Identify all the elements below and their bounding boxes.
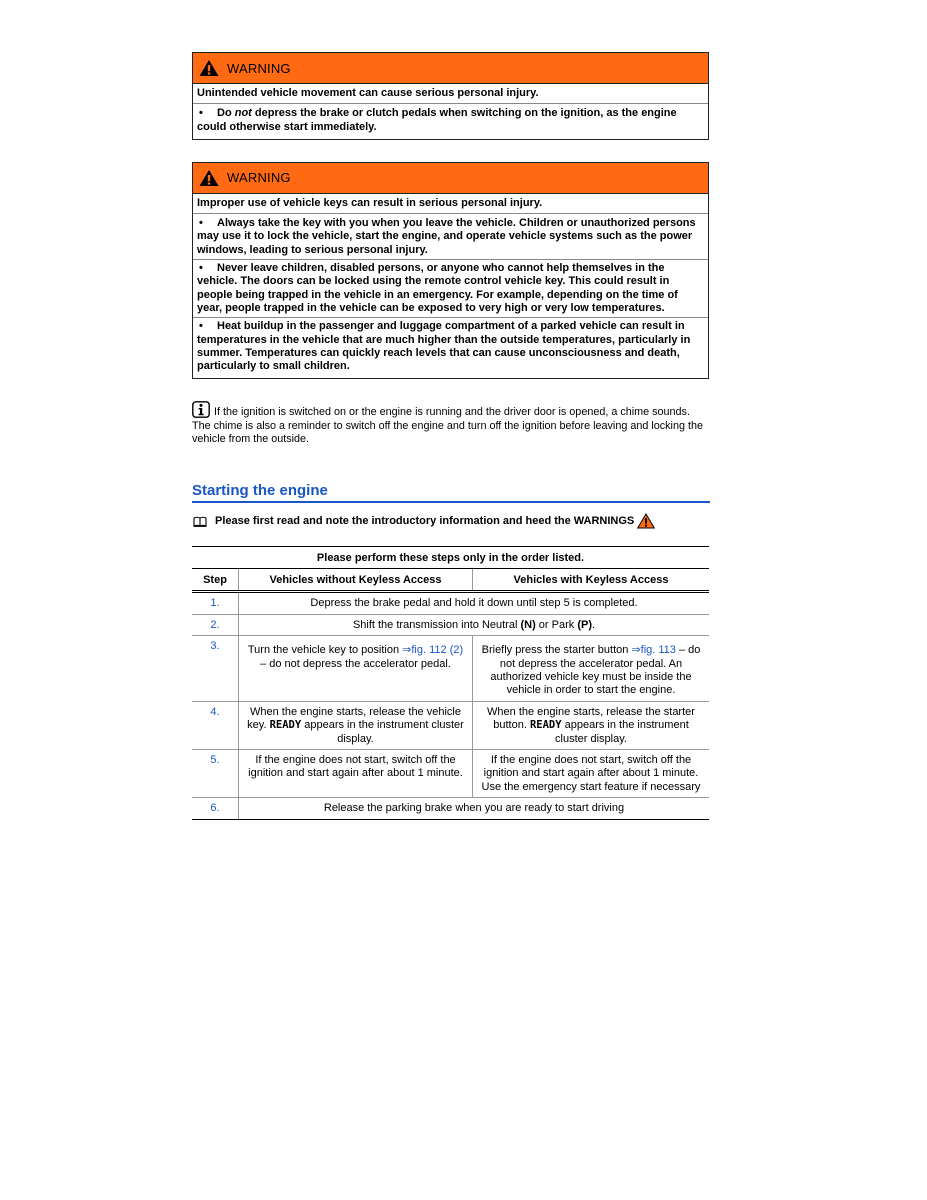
bullet-icon: •: [199, 320, 203, 333]
step-text-with-keyless: If the engine does not start, switch off the ignition and start again after about 1 minute. Use the emergency start feature if necessary: [473, 750, 710, 798]
warning-box-vehicle-movement: [192, 52, 709, 140]
table-row: [192, 750, 709, 798]
step-text-without-keyless: If the engine does not start, switch off the ignition and start again after about 1 minute.: [239, 750, 473, 798]
bullet-icon: •: [199, 262, 203, 275]
table-row: [192, 592, 709, 614]
warning-box-vehicle-keys: [192, 162, 709, 380]
step-text: Shift the transmission into Neutral (N) or Park (P).: [239, 614, 710, 635]
warning-triangle-icon: [199, 59, 219, 77]
bullet-icon: •: [199, 107, 203, 120]
warning-triangle-icon[interactable]: [637, 513, 655, 529]
step-number[interactable]: 5.: [192, 750, 239, 798]
warning-bullet: • Heat buildup in the passenger and luggage compartment of a parked vehicle can result in temperatures in the vehicle that are much higher than the outside temperatures, particularly in summer. Temperatures can quickly reach levels that can cause unconsciousness and death, particularly to small children.: [197, 320, 691, 373]
warning-body: [193, 84, 708, 139]
warning-header: [193, 163, 708, 194]
warning-title: WARNING: [227, 60, 291, 76]
warning-bullet: • Do not depress the brake or clutch pedals when switching on the ignition, as the engine could otherwise start immediately.: [197, 107, 677, 133]
header-step: Step: [192, 569, 239, 592]
warning-header: [193, 53, 708, 84]
step-number[interactable]: 1.: [192, 592, 239, 614]
display-ready-text: READY: [529, 719, 562, 732]
table-caption: Please perform these steps only in the order listed.: [192, 547, 709, 569]
warning-lead: Unintended vehicle movement can cause serious personal injury.: [193, 87, 708, 104]
intro-line: [192, 513, 710, 529]
info-icon: [192, 401, 210, 418]
step-text-with-keyless: Briefly press the starter button ⇒fig. 113 – do not depress the accelerator pedal. An authorized vehicle key must be inside the vehicle in order to start the engine.: [473, 636, 710, 702]
step-text: Depress the brake pedal and hold it down until step 5 is completed.: [239, 592, 710, 614]
manual-page: [192, 52, 710, 820]
intro-text: Please first read and note the introductory information and heed the WARNINGS: [215, 515, 635, 528]
warning-bullet: • Always take the key with you when you leave the vehicle. Children or unauthorized persons may use it to lock the vehicle, start the engine, and operate vehicle systems such as the power windows, leading to serious personal injury.: [193, 217, 708, 260]
info-note: [192, 401, 707, 446]
warning-body: [193, 194, 708, 379]
step-text-with-keyless: When the engine starts, release the starter button. READY appears in the instrument cluster display.: [473, 701, 710, 749]
table-row: [192, 614, 709, 635]
warning-lead: Improper use of vehicle keys can result in serious personal injury.: [193, 197, 708, 214]
step-number[interactable]: 4.: [192, 701, 239, 749]
step-text-without-keyless: Turn the vehicle key to position ⇒fig. 112 (2) – do not depress the accelerator pedal.: [239, 636, 473, 702]
step-number[interactable]: 2.: [192, 614, 239, 635]
display-ready-text: READY: [269, 719, 302, 732]
table-header-row: [192, 569, 709, 592]
warning-triangle-icon: [199, 169, 219, 187]
header-without-keyless: Vehicles without Keyless Access: [239, 569, 473, 592]
warning-bullet: • Never leave children, disabled persons, or anyone who cannot help themselves in the vehicle. The doors can be locked using the remote control vehicle key. This could result in people being trapped in the vehicle in an emergency. For example, depending on the time of year, people trapped in the vehicle can be exposed to very high or very low temperatures.: [193, 262, 708, 318]
bullet-icon: •: [199, 217, 203, 230]
warning-title: WARNING: [227, 170, 291, 186]
steps-table: [192, 546, 709, 819]
book-icon: [193, 516, 207, 527]
step-number[interactable]: 6.: [192, 798, 239, 819]
header-with-keyless: Vehicles with Keyless Access: [473, 569, 710, 592]
note-text: If the ignition is switched on or the engine is running and the driver door is opened, a chime sounds. The chime is also a reminder to switch off the engine and turn off the ignition before leaving and locking the vehicle from the outside.: [192, 406, 703, 446]
figure-link[interactable]: ⇒fig. 113: [631, 644, 676, 657]
table-row: [192, 636, 709, 702]
step-number[interactable]: 3.: [192, 636, 239, 702]
step-text-without-keyless: When the engine starts, release the vehicle key. READY appears in the instrument cluster display.: [239, 701, 473, 749]
section-title: Starting the engine: [192, 482, 710, 503]
figure-link[interactable]: ⇒fig. 112 (2): [402, 644, 464, 657]
step-text: Release the parking brake when you are ready to start driving: [239, 798, 710, 819]
table-row: [192, 798, 709, 819]
table-row: [192, 701, 709, 749]
table-caption-row: [192, 547, 709, 569]
